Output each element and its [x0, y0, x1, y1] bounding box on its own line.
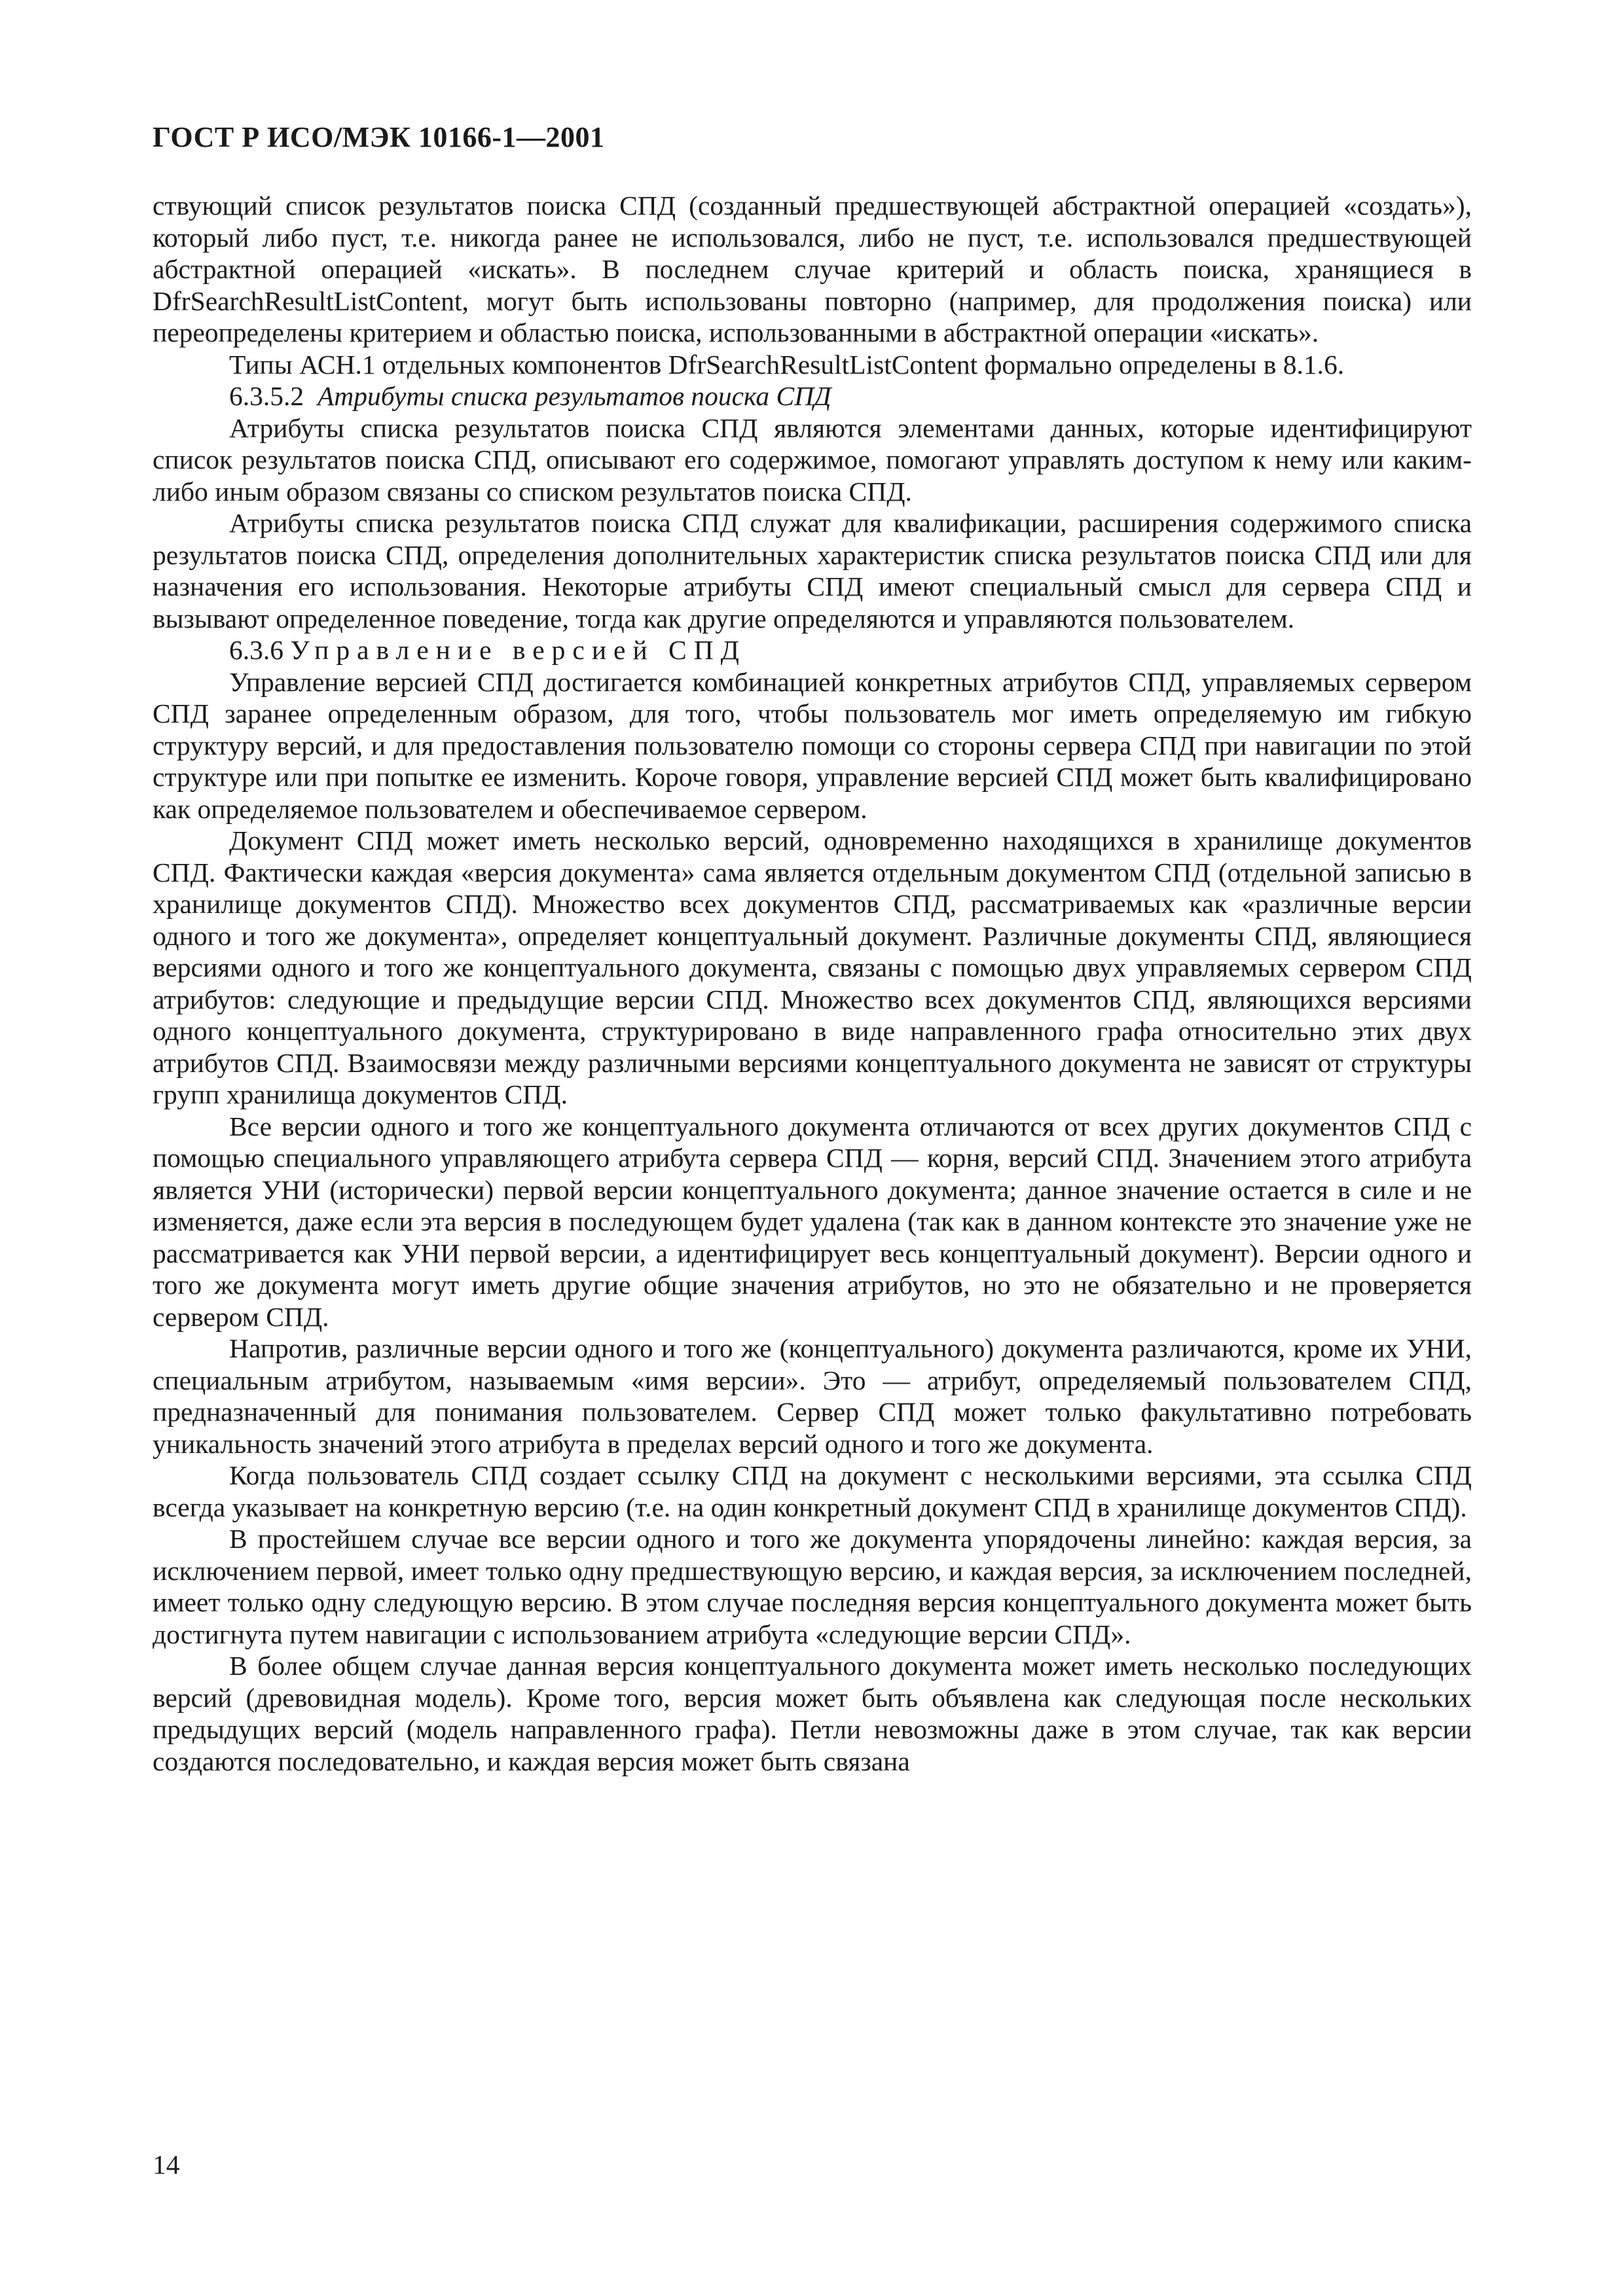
section-number: 6.3.5.2: [229, 381, 304, 411]
paragraph: Типы АСН.1 отдельных компонентов DfrSearchResultListContent формально определены в 8.1.6.: [229, 349, 1345, 380]
section-title: Атрибуты списка результатов поиска СПД: [317, 381, 831, 411]
paragraph: Атрибуты списка результатов поиска СПД являются элементами данных, которые идентифицируют список результатов поиска СПД, описывают его содержимое, помогают управлять доступом к нему или каким-либо иным образом связаны со списком результатов поиска СПД.: [153, 412, 1472, 507]
section-heading: [153, 634, 1472, 666]
paragraph: Все версии одного и того же концептуального документа отличаются от всех других документов СПД с помощью специального управляющего атрибута сервера СПД — корня, версий СПД. Значением этого атрибута является УНИ (исторически) первой версии концептуального документа; данное значение остается в силе и не изменяется, даже если эта версия в последующем будет удалена (так как в данном контексте это значение уже не рассматривается как УНИ первой версии, а идентифицирует весь концептуальный документ). Версии одного и того же документа могут иметь другие общие значения атрибутов, но это не обязательно и не проверяется сервером СПД.: [153, 1111, 1472, 1332]
paragraph: В простейшем случае все версии одного и того же документа упорядочены линейно: каждая версия, за исключением первой, имеет только одну предшествующую версию, и каждая версия, за исключением последней, имеет только одну следующую версию. В этом случае последняя версия концептуального документа может быть достигнута путем навигации с использованием атрибута «следующие версии СПД».: [153, 1524, 1472, 1649]
paragraph: Атрибуты списка результатов поиска СПД служат для квалификации, расширения содержимого списка результатов поиска СПД, определения дополнительных характеристик списка результатов поиска СПД или для назначения его использования. Некоторые атрибуты СПД имеют специальный смысл для сервера СПД и вызывают определенное поведение, тогда как другие определяются и управляются пользователем.: [153, 508, 1472, 634]
document-body: [153, 190, 1472, 1777]
paragraph: Напротив, различные версии одного и того же (концептуального) документа различаются, кроме их УНИ, специальным атрибутом, называемым «имя версии». Это — атрибут, определяемый пользователем СПД, предназначенный для понимания пользователем. Сервер СПД может только факультативно потребовать уникальность значений этого атрибута в пределах версий одного и того же документа.: [153, 1333, 1472, 1459]
paragraph: ствующий список результатов поиска СПД (созданный предшествующей абстрактной операцией «создать»), который либо пуст, т.е. никогда ранее не использовался, либо не пуст, т.е. использовался предшествующей абстрактной операцией «искать». В последнем случае критерий и область поиска, хранящиеся в DfrSearchResultListContent, могут быть использованы повторно (например, для продолжения поиска) или переопределены критерием и областью поиска, использованными в абстрактной операции «искать».: [153, 190, 1472, 348]
paragraph: Документ СПД может иметь несколько версий, одновременно находящихся в хранилище документов СПД. Фактически каждая «версия документа» сама является отдельным документом СПД (отдельной записью в хранилище документов СПД). Множество всех документов СПД, рассматриваемых как «различные версии одного и того же документа», определяет концептуальный документ. Различные документы СПД, являющиеся версиями одного и того же концептуального документа, связаны с помощью двух управляемых сервером СПД атрибутов: следующие и предыдущие версии СПД. Множество всех документов СПД, являющихся версиями одного концептуального документа, структурировано в виде направленного графа относительно этих двух атрибутов СПД. Взаимосвязи между различными версиями концептуального документа не зависят от структуры групп хранилища документов СПД.: [153, 825, 1472, 1109]
section-heading: [153, 380, 1472, 412]
section-number: 6.3.6: [229, 635, 283, 665]
paragraph: В более общем случае данная версия концептуального документа может иметь несколько последующих версий (древовидная модель). Кроме того, версия может быть объявлена как следующая после нескольких предыдущих версий (модель направленного графа). Петли невозможны даже в этом случае, так как версии создаются последовательно, и каждая версия может быть связана: [153, 1651, 1472, 1776]
page-header-standard: ГОСТ Р ИСО/МЭК 10166-1—2001: [153, 121, 605, 153]
page-number: 14: [153, 2149, 180, 2179]
section-title: Управление версией СПД: [290, 635, 746, 665]
paragraph: Когда пользователь СПД создает ссылку СПД на документ с несколькими версиями, эта ссылка СПД всегда указывает на конкретную версию (т.е. на один конкретный документ СПД в хранилище документов СПД).: [153, 1460, 1472, 1522]
paragraph: Управление версией СПД достигается комбинацией конкретных атрибутов СПД, управляемых сервером СПД заранее определенным образом, для того, чтобы пользователь мог иметь определяемую им гибкую структуру версий, и для предоставления пользователю помощи со стороны сервера СПД при навигации по этой структуре или при попытке ее изменить. Короче говоря, управление версией СПД может быть квалифицировано как определяемое пользователем и обеспечиваемое сервером.: [153, 666, 1472, 824]
